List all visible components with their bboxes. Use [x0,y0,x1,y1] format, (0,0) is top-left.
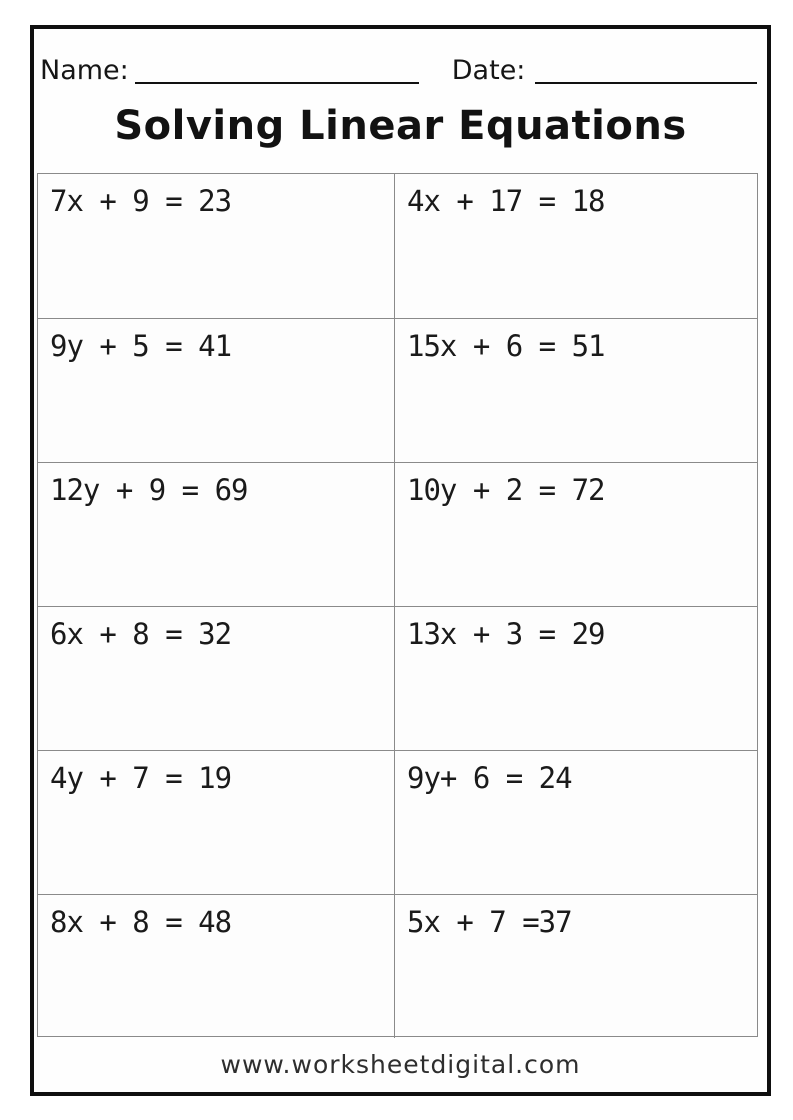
problem-cell-5: 12y + 9 = 69 [38,462,394,606]
problem-cell-2: 4x + 17 = 18 [394,174,757,318]
name-date-row [40,55,757,86]
problem-cell-8: 13x + 3 = 29 [394,606,757,750]
problem-cell-11: 8x + 8 = 48 [38,894,394,1038]
problem-cell-10: 9y+ 6 = 24 [394,750,757,894]
problem-cell-12: 5x + 7 =37 [394,894,757,1038]
problem-cell-1: 7x + 9 = 23 [50,184,232,218]
worksheet-page [30,25,771,1096]
problem-cell-4: 15x + 6 = 51 [394,318,757,462]
problems-grid [37,173,758,1037]
date-underline [535,82,757,84]
footer-url: www.worksheetdigital.com [220,1050,581,1079]
problem-cell-6: 10y + 2 = 72 [394,462,757,606]
name-underline [135,82,419,84]
problem-cell-7: 6x + 8 = 32 [38,606,394,750]
name-label: Name: [40,55,129,86]
page-title: Solving Linear Equations [114,103,687,149]
footer [34,1037,767,1092]
date-label: Date: [451,55,526,86]
problem-cell-3: 9y + 5 = 41 [38,318,394,462]
problem-cell-9: 4y + 7 = 19 [38,750,394,894]
